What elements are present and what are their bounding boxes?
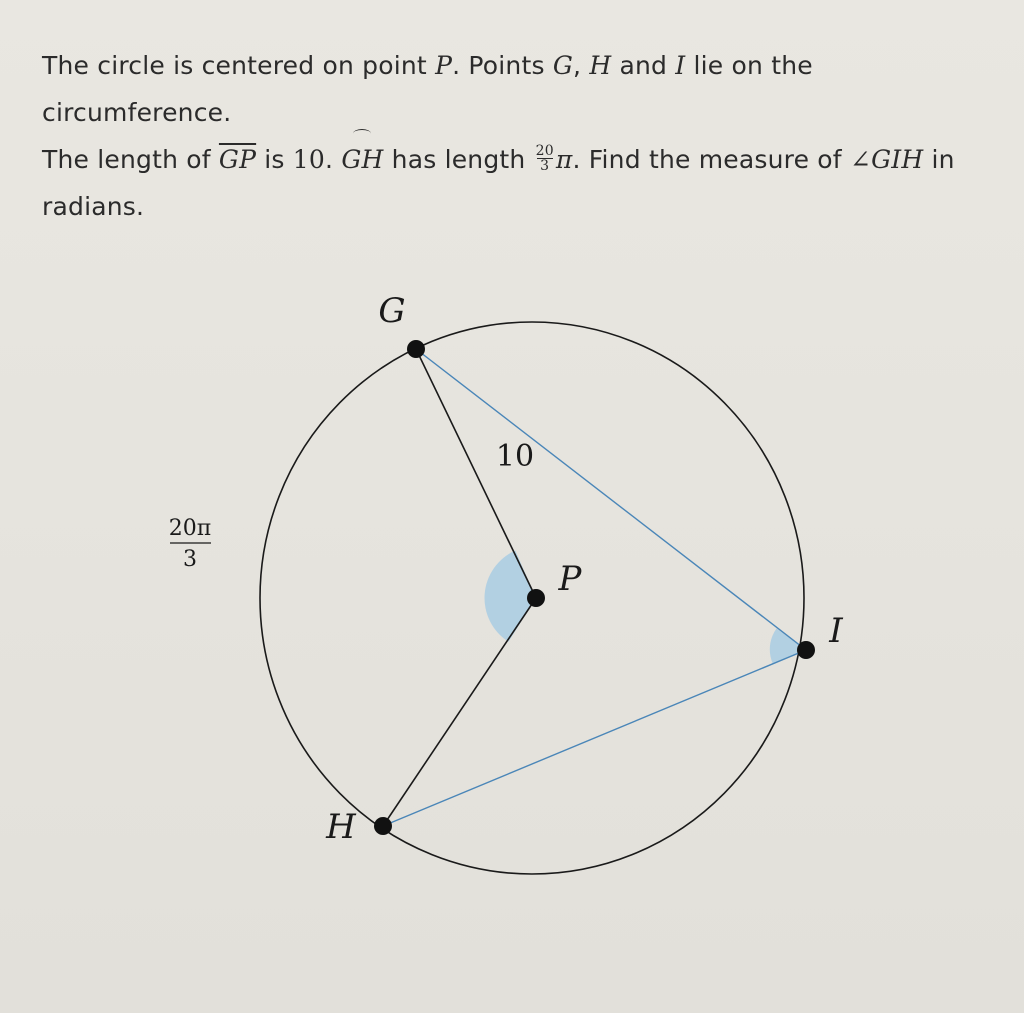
radius-ph (383, 598, 536, 826)
chord-hi (383, 650, 806, 826)
angle-gih: ∠GIH (849, 145, 924, 174)
math-var: P (435, 51, 453, 80)
label-p: P (558, 559, 582, 599)
text-run: The length of (42, 145, 219, 174)
segment-gp: $\overline{GP}$ (218, 145, 257, 174)
radius-length-label: 10 (495, 439, 535, 474)
text-run: . Find the measure of (572, 145, 850, 174)
text-run: lie on the circumference. (42, 51, 813, 127)
label-i: I (829, 611, 843, 651)
label-g: G (378, 291, 406, 331)
text-run: . Points (452, 51, 553, 80)
text-run: is (256, 145, 293, 174)
point-h (374, 817, 392, 835)
arc-length-numerator: 20π (168, 516, 212, 541)
math-var: H (589, 51, 612, 80)
text-run: radians. (42, 192, 145, 221)
chord-gi (416, 349, 806, 650)
text-run: and (611, 51, 676, 80)
pi-symbol: π (555, 145, 573, 174)
text-run: The circle is centered on point (42, 51, 436, 80)
fraction-numerator: 20 (535, 142, 554, 159)
math-number: 10 (292, 145, 326, 174)
arc-gh-label: GH (341, 145, 384, 174)
label-h: H (326, 807, 356, 847)
text-run: in (923, 145, 955, 174)
math-var: G (552, 51, 574, 80)
point-p (527, 589, 545, 607)
text-run: , (573, 51, 590, 80)
arc-length-denominator: 3 (183, 547, 197, 572)
math-var: I (675, 51, 686, 80)
fraction-denominator: 3 (540, 157, 550, 174)
text-run: . (325, 145, 342, 174)
point-g (407, 340, 425, 358)
text-run: has length (383, 145, 534, 174)
point-i (797, 641, 815, 659)
